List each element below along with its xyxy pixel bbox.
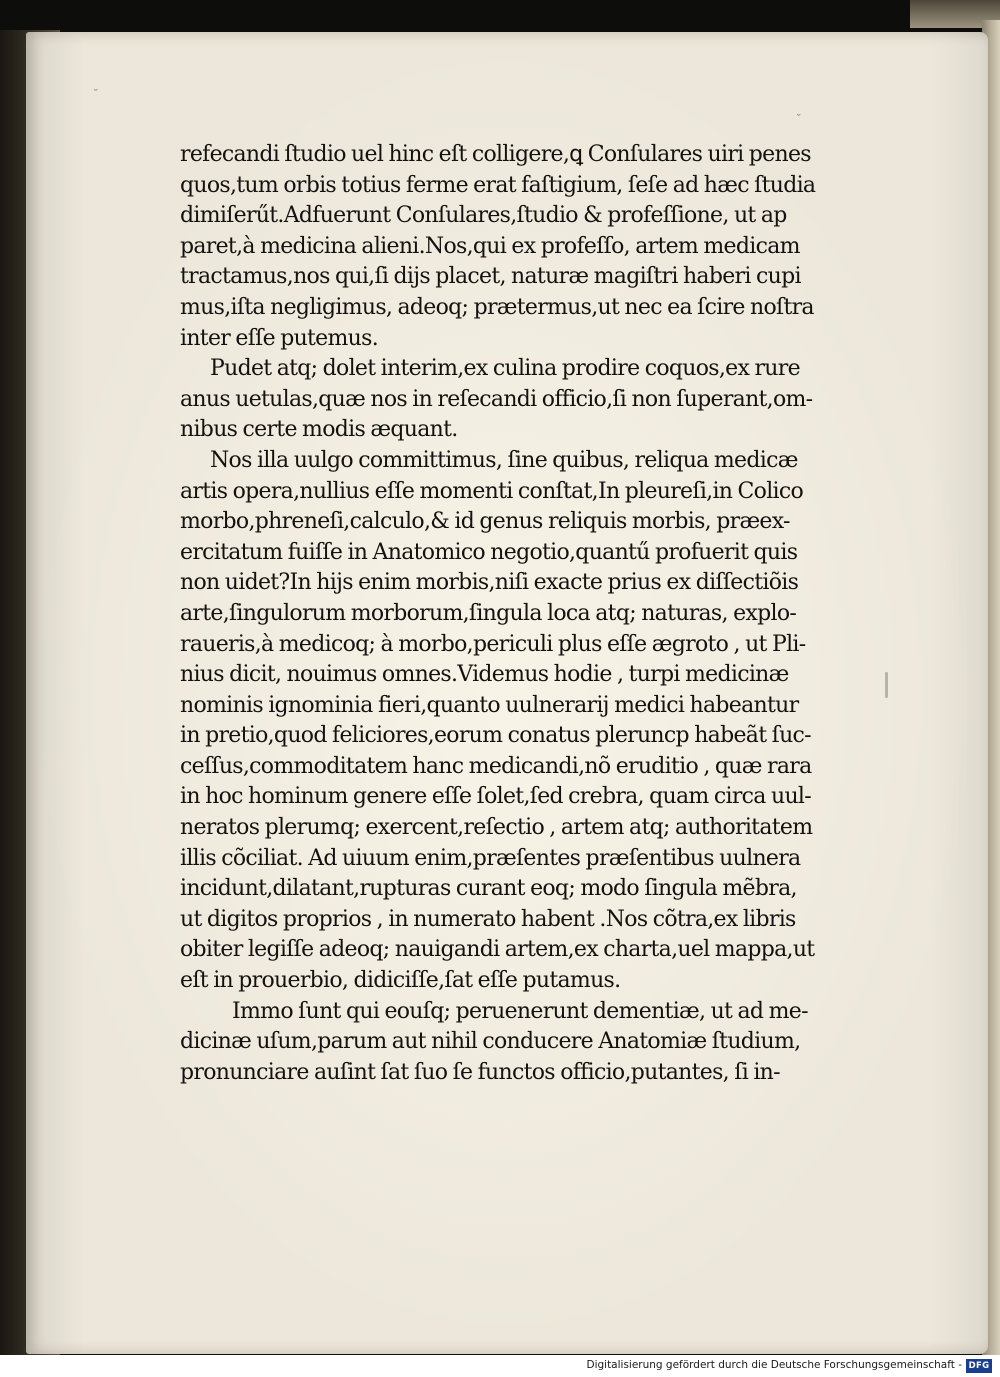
footer-bar: [0, 1355, 1000, 1377]
text-line: neratos plerumq; exercent,reſectio , artem atq; authoritatem: [180, 815, 813, 841]
text-line: arte,ſingulorum morborum,ſingula loca atq; naturas, explo-: [180, 600, 797, 626]
text-line: ut digitos proprios , in numerato habent .Nos cõtra,ex libris: [180, 906, 796, 932]
text-line: dimiſerűt.Adfuerunt Conſulares,ſtudio & profeſſione, ut ap: [180, 203, 787, 229]
margin-mark-left: ˘: [93, 88, 99, 101]
text-line: raueris,à medicoq; à morbo,periculi plus eſſe ægroto , ut Pli-: [180, 631, 806, 657]
text-line: artis opera,nullius eſſe momenti conſtat,In pleureſi,in Colico: [180, 478, 804, 504]
text-line: Pudet atq; dolet interim,ex culina prodire coquos,ex rure: [210, 356, 800, 382]
printed-text: [180, 140, 870, 1088]
funding-credit: Digitalisierung gefördert durch die Deutsche Forschungsgemeinschaft -: [586, 1359, 962, 1371]
text-line: in pretio,quod feliciores,eorum conatus pleruncp habeãt ſuc-: [180, 723, 811, 749]
text-line: mus,iſta negligimus, adeoq; prætermus,ut nec ea ſcire noſtra: [180, 294, 814, 320]
text-line: illis cõciliat. Ad uiuum enim,præſentes præſentibus uulnera: [180, 845, 801, 871]
text-line: paret,à medicina alieni.Nos,qui ex profeſſo, artem medicam: [180, 233, 800, 259]
dfg-logo-icon[interactable]: DFG: [966, 1359, 992, 1373]
text-line: tractamus,nos qui,ſi dijs placet, naturæ magiſtri haberi cupi: [180, 264, 801, 290]
text-line: refecandi ſtudio uel hinc eſt colligere,ꝗ Conſulares uiri penes: [180, 142, 811, 167]
text-line: ercitatum fuiſſe in Anatomico negotio,quantű profuerit quis: [180, 539, 798, 565]
text-line: Nos illa uulgo committimus, ſine quibus, reliqua medicæ: [210, 447, 798, 473]
text-line: quos,tum orbis totius ferme erat faſtigium, ſeſe ad hæc ſtudia: [180, 172, 816, 198]
text-line: incidunt,dilatant,rupturas curant eoq; modo ſingula mẽbra,: [180, 876, 797, 902]
margin-mark-right: ˘: [796, 113, 802, 126]
text-line: eſt in prouerbio, didiciſſe,ſat eſſe putamus.: [180, 968, 621, 994]
text-line: pronunciare auſint ſat ſuo ſe functos officio,putantes, ſi in-: [180, 1059, 780, 1085]
text-line: Immo ſunt qui eouſq; peruenerunt dementiæ, ut ad me-: [232, 998, 808, 1024]
margin-stroke: [885, 672, 888, 698]
text-line: obiter legiſſe adeoq; nauigandi artem,ex charta,uel mappa,ut: [180, 937, 815, 963]
text-line: ceſſus,commoditatem hanc medicandi,nõ eruditio , quæ rara: [180, 753, 812, 779]
text-line: morbo,phreneſi,calculo,& id genus reliquis morbis, præex-: [180, 509, 790, 535]
text-line: nibus certe modis æquant.: [180, 417, 458, 443]
text-line: anus uetulas,quæ nos in reſecandi officio,ſi non ſuperant,om-: [180, 386, 813, 412]
text-line: inter eſſe putemus.: [180, 325, 379, 351]
text-line: in hoc hominum genere eſſe ſolet,ſed crebra, quam circa uul-: [180, 784, 811, 810]
text-line: non uidet?In hijs enim morbis,niſi exacte prius ex diſſectiõis: [180, 570, 799, 596]
text-line: nius dicit, nouimus omnes.Videmus hodie , turpi medicinæ: [180, 662, 789, 688]
text-line: nominis ignominia fieri,quanto uulnerarij medici habeantur: [180, 692, 799, 718]
text-line: dicinæ uſum,parum aut nihil conducere Anatomiæ ſtudium,: [180, 1029, 801, 1055]
